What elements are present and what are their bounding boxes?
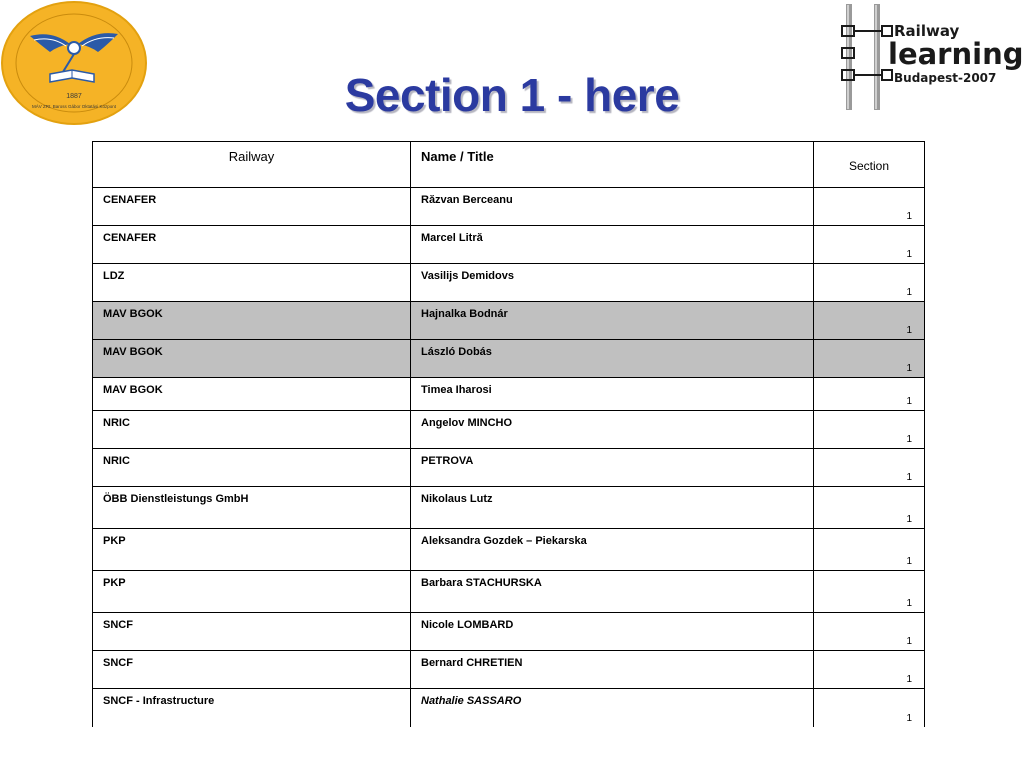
cell-name: Nicole LOMBARD xyxy=(411,613,814,651)
cell-name: Barbara STACHURSKA xyxy=(411,571,814,613)
cell-railway: SNCF xyxy=(93,651,411,689)
cell-name: PETROVA xyxy=(411,449,814,487)
cell-railway: CENAFER xyxy=(93,188,411,226)
table-header-row xyxy=(93,142,925,188)
table-row xyxy=(93,529,925,571)
table-row xyxy=(93,188,925,226)
cell-railway: MAV BGOK xyxy=(93,302,411,340)
cell-railway: MAV BGOK xyxy=(93,340,411,378)
cell-section: 1 xyxy=(814,188,925,226)
cell-section: 1 xyxy=(814,340,925,378)
logo-year: 1887 xyxy=(66,93,82,100)
cell-name: Răzvan Berceanu xyxy=(411,188,814,226)
cell-section: 1 xyxy=(814,378,925,411)
table-row xyxy=(93,651,925,689)
table-row xyxy=(93,487,925,529)
cell-section: 1 xyxy=(814,487,925,529)
cell-section: 1 xyxy=(814,226,925,264)
participants-table xyxy=(92,141,925,727)
cell-railway: PKP xyxy=(93,529,411,571)
cell-name xyxy=(411,689,814,727)
logo-line3: Budapest-2007 xyxy=(894,71,997,85)
cell-railway: NRIC xyxy=(93,449,411,487)
table-row xyxy=(93,613,925,651)
cell-railway: NRIC xyxy=(93,411,411,449)
cell-section: 1 xyxy=(814,651,925,689)
cell-name: Nikolaus Lutz xyxy=(411,487,814,529)
cell-name: Bernard CHRETIEN xyxy=(411,651,814,689)
cell-railway: LDZ xyxy=(93,264,411,302)
cell-name: Vasilijs Demidovs xyxy=(411,264,814,302)
logo-line2: learning xyxy=(888,37,1024,71)
cell-section: 1 xyxy=(814,529,925,571)
cell-railway: PKP xyxy=(93,571,411,613)
cell-name-text: Nathalie SASSARO xyxy=(421,695,522,707)
cell-railway: ÖBB Dienstleistungs GmbH xyxy=(93,487,411,529)
table-row xyxy=(93,411,925,449)
logo-line1: Railway xyxy=(894,22,960,40)
cell-section: 1 xyxy=(814,449,925,487)
table-row xyxy=(93,689,925,727)
cell-name: Angelov MINCHO xyxy=(411,411,814,449)
cell-name: László Dobás xyxy=(411,340,814,378)
cell-section: 1 xyxy=(814,689,925,727)
logo-org-text: MÁV ZRt. Baross Gábor Oktatási Központ xyxy=(31,104,117,109)
page-title: Section 1 - here xyxy=(344,69,680,121)
cell-section: 1 xyxy=(814,613,925,651)
cell-name: Marcel Litră xyxy=(411,226,814,264)
cell-railway: MAV BGOK xyxy=(93,378,411,411)
cell-railway: SNCF - Infrastructure xyxy=(93,689,411,727)
cell-section: 1 xyxy=(814,264,925,302)
cell-section: 1 xyxy=(814,411,925,449)
cell-name: Hajnalka Bodnár xyxy=(411,302,814,340)
cell-name: Timea Iharosi xyxy=(411,378,814,411)
cell-name: Aleksandra Gozdek – Piekarska xyxy=(411,529,814,571)
header-name: Name / Title xyxy=(411,142,814,188)
table-row xyxy=(93,571,925,613)
table-row xyxy=(93,378,925,411)
table-row-highlighted xyxy=(93,302,925,340)
cell-railway: CENAFER xyxy=(93,226,411,264)
header-section: Section xyxy=(814,142,925,188)
cell-section: 1 xyxy=(814,571,925,613)
table-row xyxy=(93,264,925,302)
table-row xyxy=(93,449,925,487)
cell-section: 1 xyxy=(814,302,925,340)
header-railway: Railway xyxy=(93,142,411,188)
table-row-highlighted xyxy=(93,340,925,378)
cell-railway: SNCF xyxy=(93,613,411,651)
table-row xyxy=(93,226,925,264)
